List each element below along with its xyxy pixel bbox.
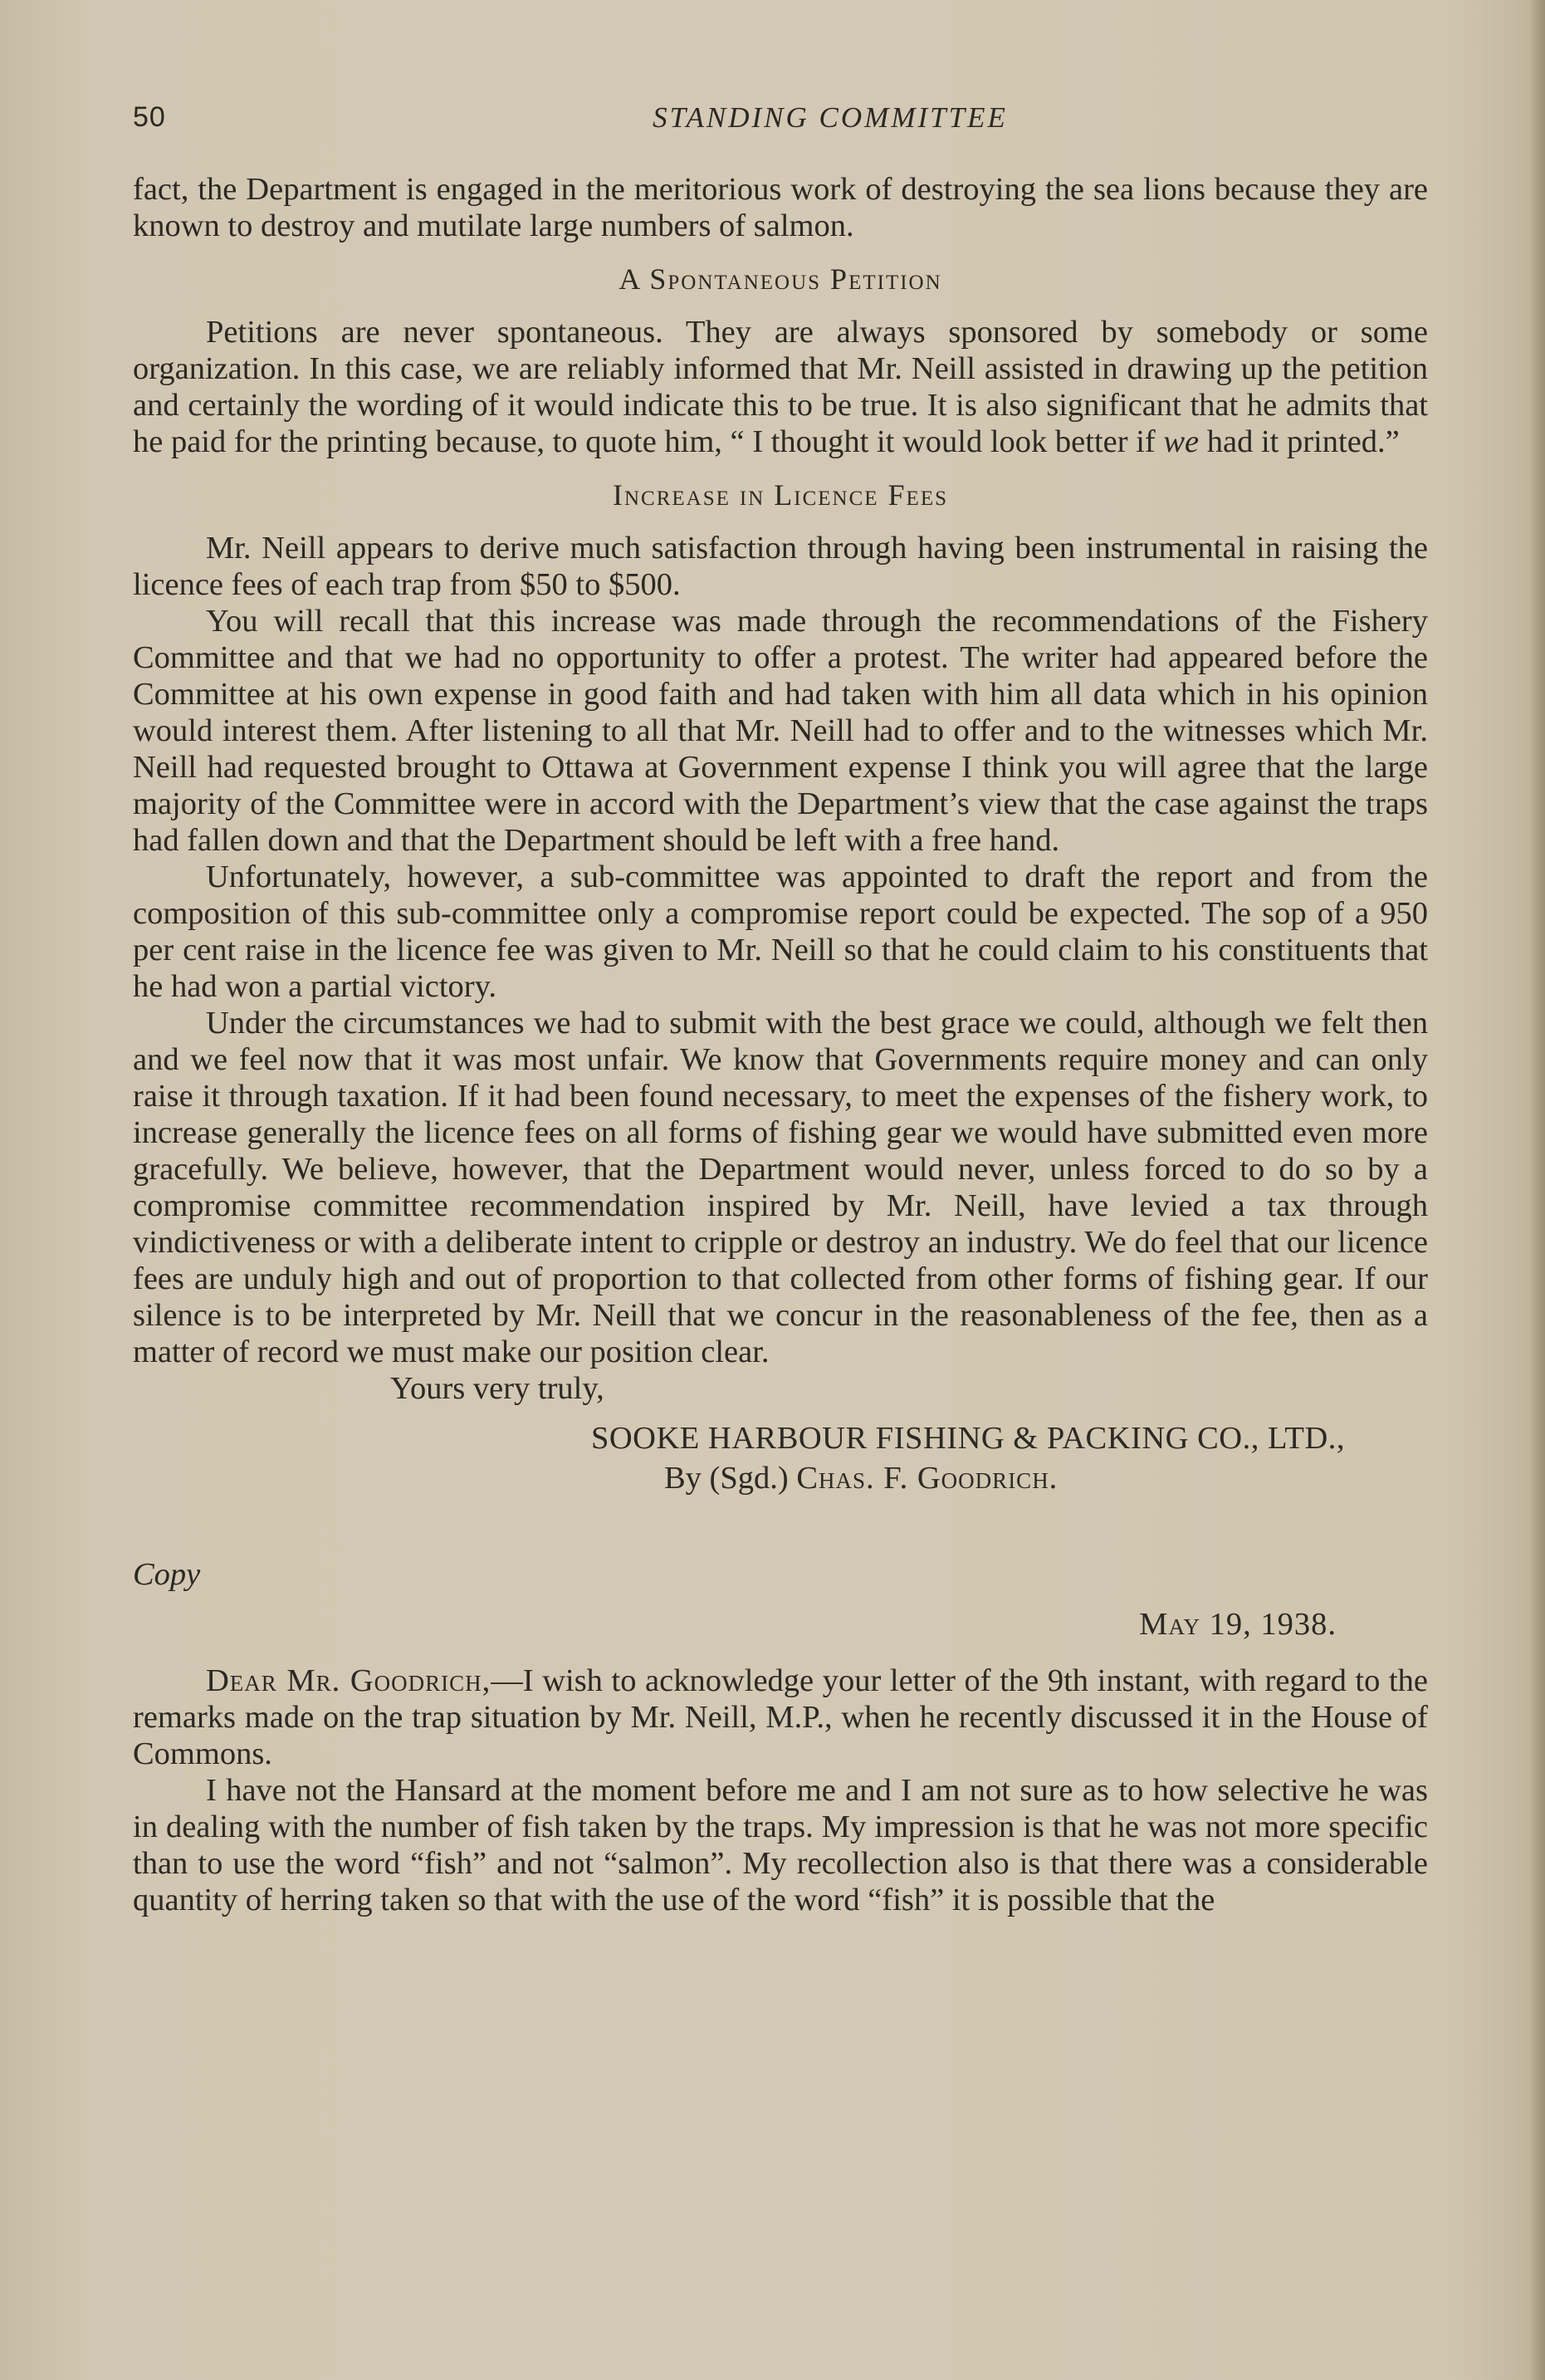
document-body [133,171,1428,1918]
page-header [133,101,1428,143]
running-head: STANDING COMMITTEE [653,101,1008,134]
signature-name: Chas. F. Goodrich. [796,1461,1059,1496]
letter-closing: Yours very truly, [390,1371,604,1406]
letter2-paragraph-1-text: —I wish to acknowledge your letter of the 9th instant, with regard to the remarks made on the trap situation by Mr. Neill, M.P., when he recently discussed it in the House of Commons. [133,1663,1428,1771]
letter-date [133,1606,1428,1643]
paragraph-petition [133,314,1428,460]
company-name: SOOKE HARBOUR FISHING & PACKING CO., LTD., [590,1421,1345,1456]
letter2-salutation: Dear Mr. Goodrich, [206,1663,491,1698]
section-heading-licence-fees: Increase in Licence Fees [613,478,948,512]
signature-prefix: By (Sgd.) [664,1461,797,1496]
paragraph-petition-emphasis: we [1163,424,1200,459]
page-edge-shadow [1528,0,1545,2380]
letter2-paragraph-2: I have not the Hansard at the moment before me and I am not sure as to how selective he was in dealing with the number of fish taken by the traps. My impression is that he was not more specific than to use the word “fish” and not “salmon”. My recollection also is that there was a considerable quantity of herring taken so that with the use of the word “fish” it is possible that the [133,1773,1428,1917]
paragraph-petition-text-a: Petitions are never spontaneous. They are always sponsored by somebody or some organization. In this case, we are reliably informed that Mr. Neill assisted in drawing up the petition and certainly the wording of it would indicate this to be true. It is also significant that he admits that he paid for the printing because, to quote him, “ I thought it would look better if [133,315,1428,459]
letter2-paragraph-1 [133,1663,1428,1772]
paragraph-circumstances: Under the circumstances we had to submit with the best grace we could, although we felt then and we feel now that it was most unfair. We know that Governments require money and can only raise it through taxation. If it had been found necessary, to meet the expenses of the fishery work, to increase generally the licence fees on all forms of fishing gear we would have submitted even more gracefully. We believe, however, that the Department would never, unless forced to do so by a compromise committee recommendation inspired by Mr. Neill, have levied a tax through vindictiveness or with a deliberate intent to cripple or destroy an industry. We do feel that our licence fees are unduly high and out of proportion to that collected from other forms of fishing gear. If our silence is to be interpreted by Mr. Neill that we concur in the reasonableness of the fee, then as a matter of record we must make our position clear. [133,1006,1428,1369]
paragraph-continuation: fact, the Department is engaged in the meritorious work of destroying the sea lions because they are known to destroy and mutilate large numbers of salmon. [133,172,1428,243]
paragraph-recommendations: You will recall that this increase was made through the recommendations of the Fishery Committee and that we had no opportunity to offer a protest. The writer had appeared before the Committee at his own expense in good faith and had taken with him all data which in his opinion would interest them. After listening to all that Mr. Neill had to offer and to the witnesses which Mr. Neill had requested brought to Ottawa at Government expense I think you will agree that the large majority of the Committee were in accord with the Department’s view that the case against the traps had fallen down and that the Department should be left with a free hand. [133,604,1428,858]
paragraph-licence-fees-intro: Mr. Neill appears to derive much satisfaction through having been instrumental in raising the licence fees of each trap from $50 to $500. [133,531,1428,602]
letter-date-text: May 19, 1938. [1139,1607,1337,1642]
copy-label: Copy [133,1557,201,1592]
page-number: 50 [133,101,166,133]
signature-line [133,1460,1428,1496]
paragraph-sub-committee: Unfortunately, however, a sub-committee was appointed to draft the report and from the composition of this sub-committee only a compromise report could be expected. The sop of a 950 per cent raise in the licence fee was given to Mr. Neill so that he could claim to his constituents that he had won a partial victory. [133,859,1428,1004]
paragraph-petition-text-b: had it printed.” [1199,424,1400,459]
section-heading-spontaneous-petition: A Spontaneous Petition [618,262,942,296]
